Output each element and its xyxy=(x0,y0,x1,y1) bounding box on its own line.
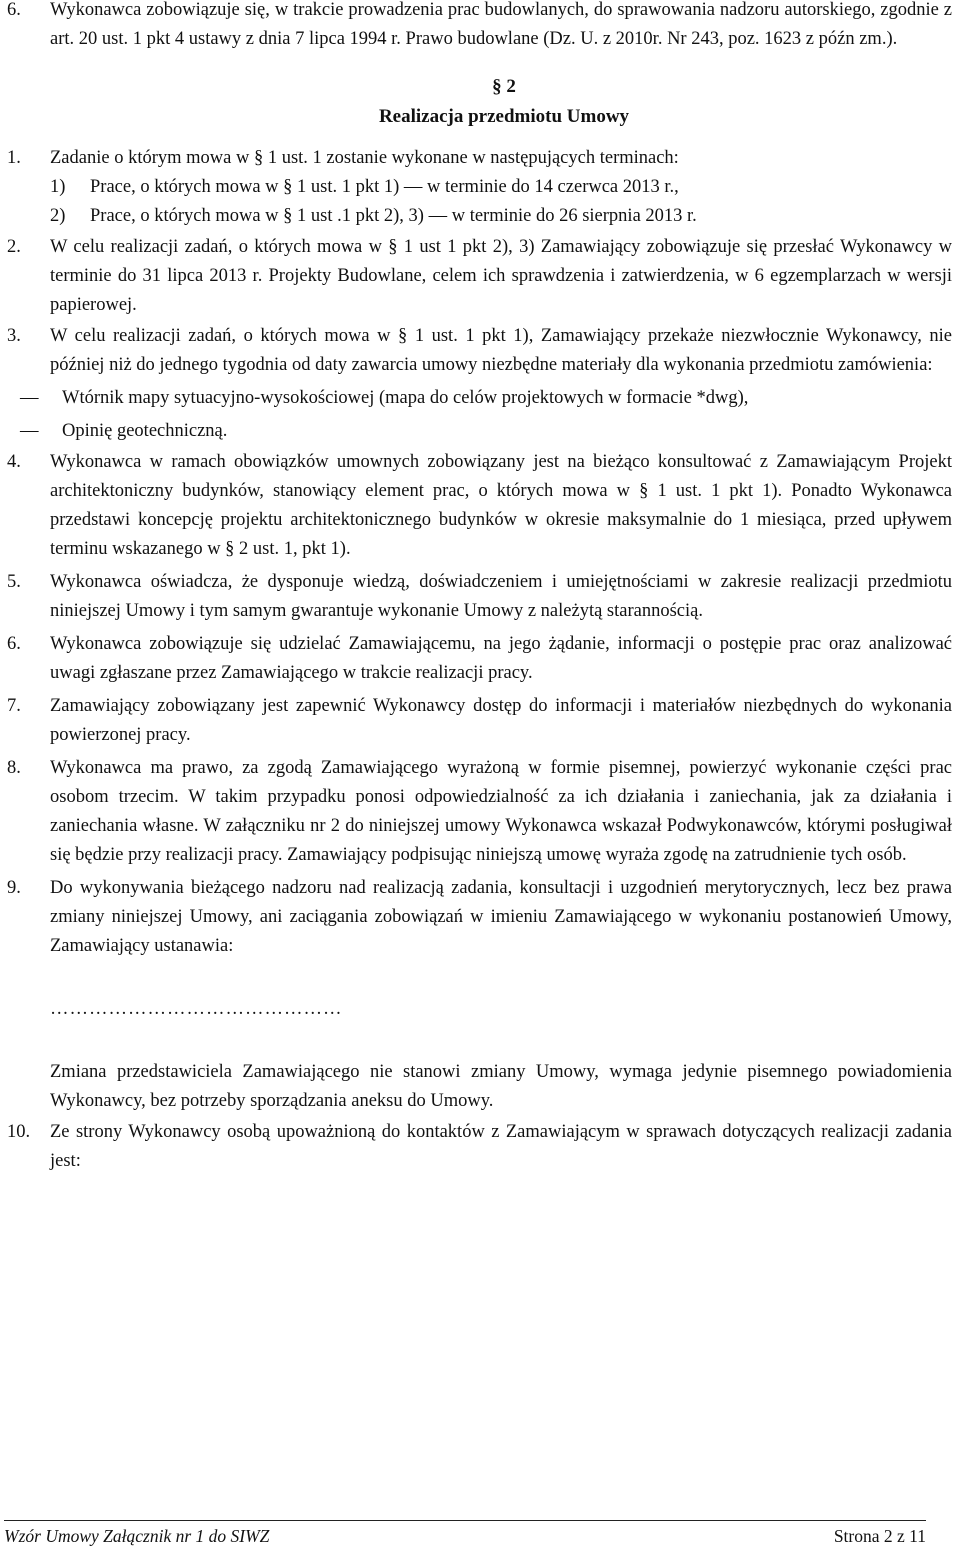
item-number: 1. xyxy=(7,148,21,168)
paragraph-2 xyxy=(0,233,958,320)
dash-text: Opinię geotechniczną. xyxy=(62,421,228,441)
item-text: Do wykonywania bieżącego nadzoru nad realizacją zadania, konsultacji i uzgodnień merytorycznych, lecz bez prawa zmiany niniejszej Umowy, ani zaciągania zobowiązań w imieniu Zamawiającego w wykonaniu postanowień Umowy, Zamawiający ustanawia: xyxy=(50,878,952,956)
section-symbol: § 2 xyxy=(492,76,516,97)
item-text: W celu realizacji zadań, o których mowa w § 1 ust. 1 pkt 1), Zamawiający przekaże niezwłocznie Wykonawcy, nie później niż do jednego tygodnia od daty zawarcia umowy niezbędne materiały dla wykonania przedmiotu zamówienia: xyxy=(50,326,952,375)
dash-item xyxy=(20,417,958,446)
paragraph-6-top xyxy=(0,0,958,54)
item-text: Wykonawca zobowiązuje się udzielać Zamawiającemu, na jego żądanie, informacji o postępie prac oraz analizować uwagi zgłaszane przez Zamawiającego w trakcie realizacji pracy. xyxy=(50,634,952,683)
item-text: Zadanie o którym mowa w § 1 ust. 1 zostanie wykonane w następujących terminach: xyxy=(50,148,679,168)
sub-item xyxy=(50,173,958,202)
dotted-placeholder: ……………………………………… xyxy=(50,999,343,1019)
footer-document-name: Wzór Umowy Załącznik nr 1 do SIWZ xyxy=(4,1526,270,1546)
sub-text: Prace, o których mowa w § 1 ust. 1 pkt 1) — w terminie do 14 czerwca 2013 r., xyxy=(90,177,679,197)
paragraph-1 xyxy=(0,144,958,231)
item-number: 6. xyxy=(7,634,21,654)
paragraph-4 xyxy=(0,448,958,564)
dash-mark: — xyxy=(20,388,39,408)
item-text-continued: Zmiana przedstawiciela Zamawiającego nie stanowi zmiany Umowy, wymaga jedynie pisemnego powiadomienia Wykonawcy, bez potrzeby sporządzania aneksu do Umowy. xyxy=(50,1062,952,1111)
item-text: Wykonawca zobowiązuje się, w trakcie prowadzenia prac budowlanych, do sprawowania nadzoru autorskiego, zgodnie z art. 20 ust. 1 pkt 4 ustawy z dnia 7 lipca 1994 r. Prawo budowlane (Dz. U. z 2010r. Nr 243, poz. 1623 z późn zm.). xyxy=(50,0,952,49)
item-number: 9. xyxy=(7,878,21,898)
section-title: Realizacja przedmiotu Umowy xyxy=(378,106,630,127)
sub-text: Prace, o których mowa w § 1 ust .1 pkt 2), 3) — w terminie do 26 sierpnia 2013 r. xyxy=(90,206,697,226)
item-number: 6. xyxy=(7,0,21,20)
item-text: Wykonawca ma prawo, za zgodą Zamawiającego wyrażoną w formie pisemnej, powierzyć wykonanie części prac osobom trzecim. W takim przypadku ponosi odpowiedzialność za ich działania i zaniechania, jak za działania i zaniechania własne. W załączniku nr 2 do niniejszej umowy Wykonawca wskazał Podwykonawców, którymi posługiwał się będzie przy realizacji pracy. Zamawiający podpisując niniejszą umowę wyraża zgodę na zatrudnienie tych osób. xyxy=(50,758,952,865)
item-text: Wykonawca w ramach obowiązków umownych zobowiązany jest na bieżąco konsultować z Zamawiającym Projekt architektoniczny budynków, stanowiący element prac, o których mowa w § 1 ust. 1 pkt 1). Ponadto Wykonawca przedstawi koncepcję projektu architektonicznego budynków w okresie maksymalnie do 1 miesiąca, przed upływem terminu wskazanego w § 2 ust. 1, pkt 1). xyxy=(50,452,952,559)
item-number: 5. xyxy=(7,572,21,592)
item-number: 3. xyxy=(7,326,21,346)
dash-item xyxy=(20,384,958,413)
item-text: Ze strony Wykonawcy osobą upoważnioną do kontaktów z Zamawiającym w sprawach dotyczących realizacji zadania jest: xyxy=(50,1122,952,1171)
sub-number: 2) xyxy=(50,206,66,226)
footer-page-number: Strona 2 z 11 xyxy=(833,1526,926,1546)
paragraph-10 xyxy=(0,1118,958,1176)
dash-mark: — xyxy=(20,421,39,441)
item-text: W celu realizacji zadań, o których mowa w § 1 ust 1 pkt 2), 3) Zamawiający zobowiązuje się przesłać Wykonawcy w terminie do 31 lipca 2013 r. Projekty Budowlane, celem ich sprawdzenia i zatwierdzenia, w 6 egzemplarzach w wersji papierowej. xyxy=(50,237,952,315)
item-number: 4. xyxy=(7,452,21,472)
item-number: 7. xyxy=(7,696,21,716)
item-text: Wykonawca oświadcza, że dysponuje wiedzą, doświadczeniem i umiejętnościami w zakresie realizacji przedmiotu niniejszej Umowy i tym samym gwarantuje wykonanie Umowy z należytą starannością. xyxy=(50,572,952,621)
sub-item xyxy=(50,202,958,231)
item-number: 8. xyxy=(7,758,21,778)
paragraph-9 xyxy=(0,874,958,1116)
item-number: 2. xyxy=(7,237,21,257)
item-number: 10. xyxy=(7,1122,31,1142)
paragraph-3 xyxy=(0,322,958,446)
paragraph-7 xyxy=(0,692,958,750)
section-heading xyxy=(0,72,958,132)
page-footer xyxy=(4,1520,926,1548)
paragraph-8 xyxy=(0,754,958,870)
paragraph-6 xyxy=(0,630,958,688)
paragraph-5 xyxy=(0,568,958,626)
sub-number: 1) xyxy=(50,177,66,197)
item-text: Zamawiający zobowiązany jest zapewnić Wykonawcy dostęp do informacji i materiałów niezbędnych do wykonania powierzonej pracy. xyxy=(50,696,952,745)
dash-text: Wtórnik mapy sytuacyjno-wysokościowej (mapa do celów projektowych w formacie *dwg), xyxy=(62,388,749,408)
